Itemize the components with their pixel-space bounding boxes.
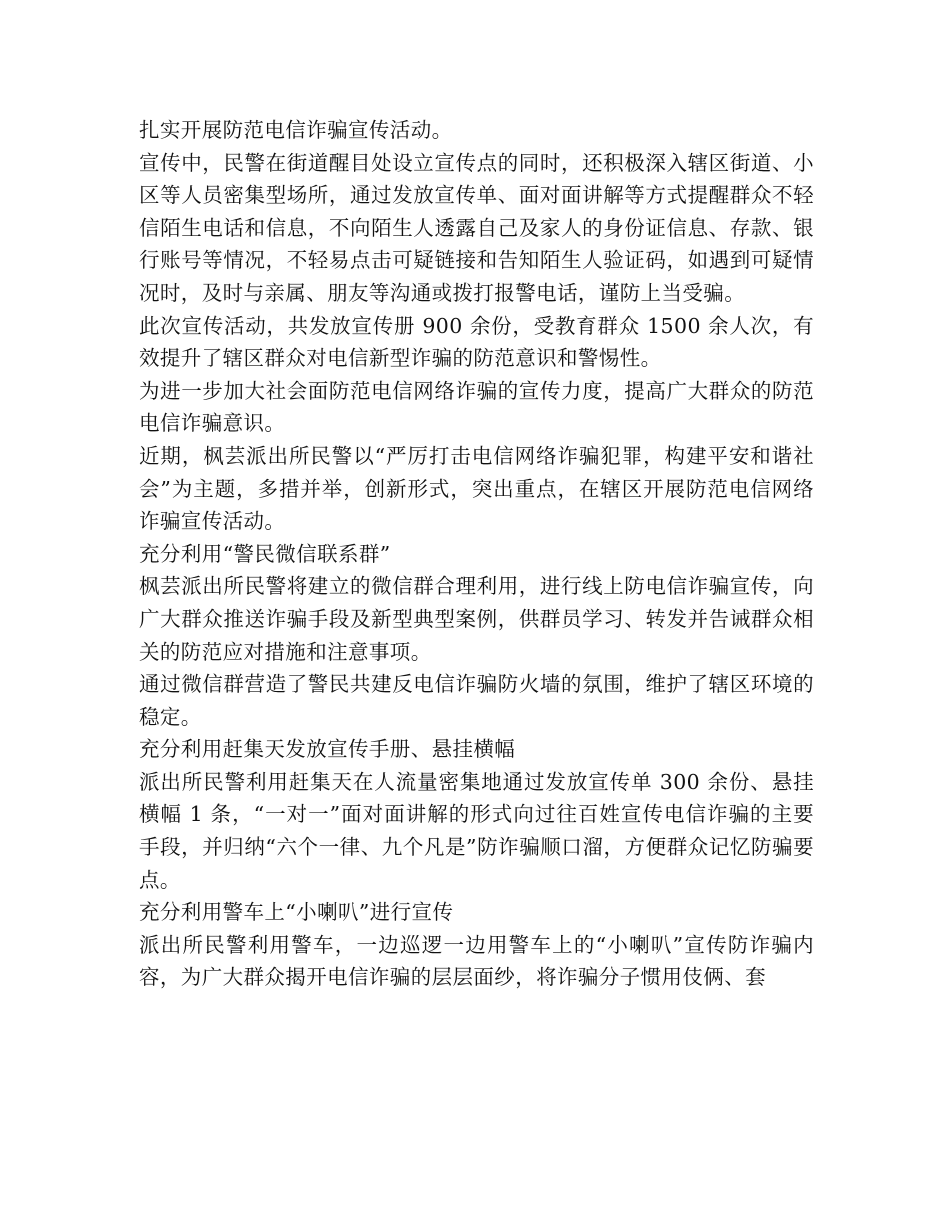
paragraph: 为进一步加大社会面防范电信网络诈骗的宣传力度，提高广大群众的防范电信诈骗意识。 [139,378,814,436]
paragraph: 派出所民警利用赶集天在人流量密集地通过发放宣传单 300 余份、悬挂横幅 1 条，“一对一”面对面讲解的形式向过往百姓宣传电信诈骗的主要手段，并归纳“六个一律、九个凡是”防诈骗顺口溜，方便群众记忆防骗要点。 [139,769,814,892]
document-body [139,114,814,994]
paragraph: 扎实开展防范电信诈骗宣传活动。 [139,118,453,142]
paragraph: 通过微信群营造了警民共建反电信诈骗防火墙的氛围，维护了辖区环境的稳定。 [139,672,814,729]
paragraph: 近期，枫芸派出所民警以“严厉打击电信网络诈骗犯罪，构建平安和谐社会”为主题，多措并举，创新形式，突出重点，在辖区开展防范电信网络诈骗宣传活动。 [139,443,814,534]
section-heading: 充分利用赶集天发放宣传手册、悬挂横幅 [139,737,516,762]
paragraph: 此次宣传活动，共发放宣传册 900 余份，受教育群众 1500 余人次，有效提升了辖区群众对电信新型诈骗的防范意识和警惕性。 [139,313,814,371]
section-heading: 充分利用“警民微信联系群” [139,541,391,566]
paragraph: 派出所民警利用警车，一边巡逻一边用警车上的“小喇叭”宣传防诈骗内容，为广大群众揭开电信诈骗的层层面纱，将诈骗分子惯用伎俩、套 [139,932,814,990]
paragraph: 宣传中，民警在街道醒目处设立宣传点的同时，还积极深入辖区街道、小区等人员密集型场所，通过发放宣传单、面对面讲解等方式提醒群众不轻信陌生电话和信息，不向陌生人透露自己及家人的身份证信息、存款、银行账号等情况，不轻易点击可疑链接和告知陌生人验证码，如遇到可疑情况时，及时与亲属、朋友等沟通或拨打报警电话，谨防上当受骗。 [139,150,814,305]
paragraph: 枫芸派出所民警将建立的微信群合理利用，进行线上防电信诈骗宣传，向广大群众推送诈骗手段及新型典型案例，供群员学习、转发并告诫群众相关的防范应对措施和注意事项。 [139,574,814,664]
section-heading: 充分利用警车上“小喇叭”进行宣传 [139,900,454,925]
